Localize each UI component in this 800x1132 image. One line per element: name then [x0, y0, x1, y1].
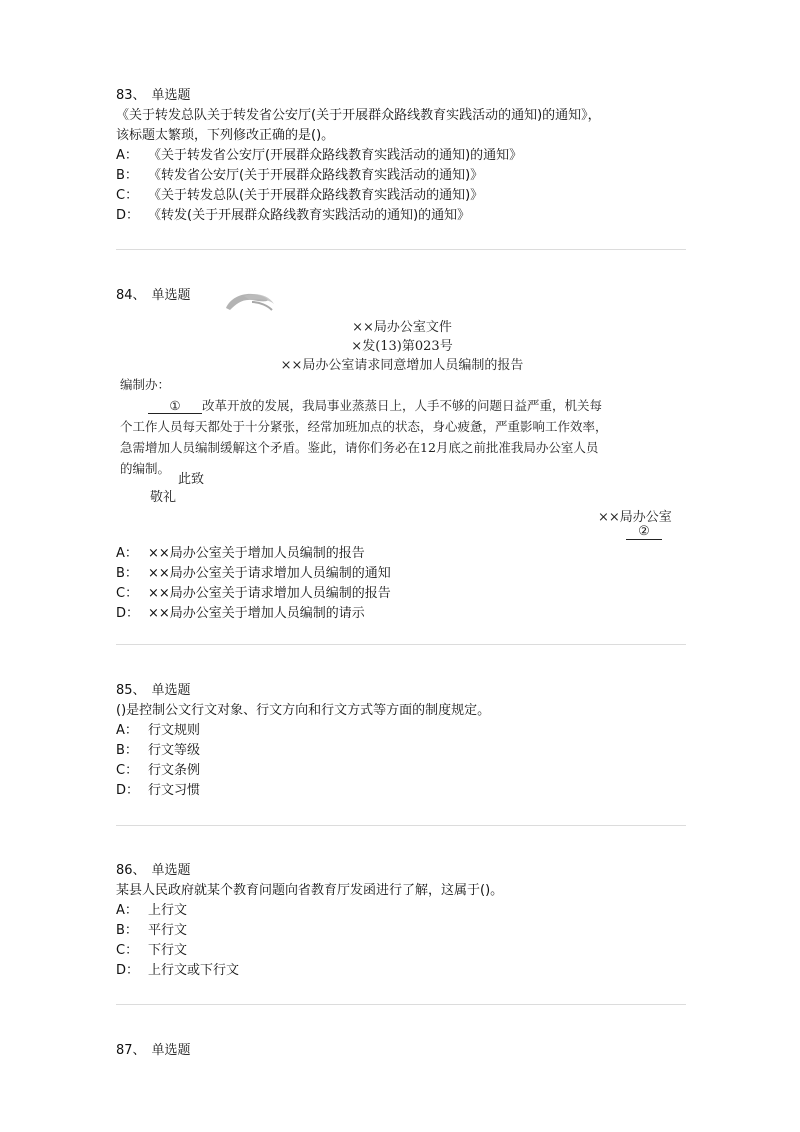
option-key: D： — [116, 606, 140, 621]
document-paragraph-line — [120, 395, 686, 416]
document-number: ×发(13)第023号 — [351, 339, 453, 354]
question-85 — [116, 681, 686, 801]
option-b[interactable] — [116, 741, 686, 761]
question-stem-line: 该标题太繁琐，下列修改正确的是()。 — [116, 128, 335, 143]
option-d[interactable] — [116, 604, 686, 624]
question-number: 86、 — [116, 863, 146, 878]
option-key: A： — [116, 903, 138, 918]
question-number: 87、 — [116, 1043, 146, 1058]
document-closing-1: 此致 — [178, 472, 205, 487]
question-header — [116, 86, 686, 106]
option-d[interactable] — [116, 206, 686, 226]
option-a[interactable] — [116, 146, 686, 166]
option-a[interactable] — [116, 721, 686, 741]
blank-2: ② — [626, 524, 662, 540]
option-text: ××局办公室关于增加人员编制的请示 — [148, 606, 365, 621]
option-text: 平行文 — [148, 923, 188, 938]
question-type: 单选题 — [151, 288, 191, 303]
document-date-line — [626, 524, 662, 540]
question-type: 单选题 — [151, 863, 191, 878]
question-type: 单选题 — [151, 683, 191, 698]
option-text: 上行文或下行文 — [148, 963, 240, 978]
question-divider — [116, 644, 686, 645]
option-c[interactable] — [116, 584, 686, 604]
question-stem-line: 某县人民政府就某个教育问题向省教育厅发函进行了解，这属于()。 — [116, 883, 504, 898]
option-key: A： — [116, 546, 138, 561]
option-key: C： — [116, 943, 139, 958]
question-stem-line: 《关于转发总队关于转发省公安厅(关于开展群众路线教育实践活动的通知)的通知》， — [116, 108, 601, 123]
question-header — [116, 1041, 686, 1061]
question-86 — [116, 861, 686, 981]
option-text: 《转发省公安厅(关于开展群众路线教育实践活动的通知)》 — [148, 168, 484, 183]
question-84-options — [116, 544, 686, 624]
option-key: A： — [116, 723, 138, 738]
question-header — [116, 861, 686, 881]
option-c[interactable] — [116, 761, 686, 781]
option-text: 行文习惯 — [148, 783, 201, 798]
option-text: 下行文 — [148, 943, 188, 958]
option-a[interactable] — [116, 901, 686, 921]
option-c[interactable] — [116, 186, 686, 206]
question-header — [116, 681, 686, 701]
question-divider — [116, 249, 686, 250]
question-number: 85、 — [116, 683, 146, 698]
document-title: ××局办公室请求同意增加人员编制的报告 — [280, 358, 524, 373]
option-key: B： — [116, 566, 138, 581]
question-number: 84、 — [116, 288, 146, 303]
option-key: C： — [116, 188, 139, 203]
ink-smudge-icon — [222, 288, 278, 314]
question-type: 单选题 — [151, 1043, 191, 1058]
document-paragraph-line: 急需增加人员编制缓解这个矛盾。鉴此，请你们务必在12月底之前批准我局办公室人员 — [120, 440, 599, 455]
option-b[interactable] — [116, 564, 686, 584]
document-text: 改革开放的发展，我局事业蒸蒸日上，人手不够的问题日益严重，机关每 — [202, 398, 603, 413]
option-key: B： — [116, 923, 138, 938]
option-key: C： — [116, 763, 139, 778]
question-divider — [116, 1004, 686, 1005]
option-text: 行文等级 — [148, 743, 201, 758]
question-83 — [116, 86, 686, 226]
document-signature: ××局办公室 — [598, 510, 672, 525]
option-text: 《关于转发总队(关于开展群众路线教育实践活动的通知)》 — [148, 188, 484, 203]
option-key: A： — [116, 148, 138, 163]
option-key: B： — [116, 168, 138, 183]
option-text: 上行文 — [148, 903, 188, 918]
question-type: 单选题 — [151, 88, 191, 103]
option-text: ××局办公室关于请求增加人员编制的报告 — [148, 586, 391, 601]
question-87 — [116, 1041, 686, 1061]
document-recipient: 编制办： — [120, 377, 171, 392]
document-paragraph-line: 的编制。 — [120, 461, 171, 476]
option-b[interactable] — [116, 166, 686, 186]
option-key: D： — [116, 963, 140, 978]
document-scan-image — [116, 288, 688, 544]
option-key: D： — [116, 783, 140, 798]
document-body — [120, 374, 686, 479]
option-text: ××局办公室关于增加人员编制的报告 — [148, 546, 365, 561]
question-number: 83、 — [116, 88, 146, 103]
option-text: ××局办公室关于请求增加人员编制的通知 — [148, 566, 391, 581]
option-key: D： — [116, 208, 140, 223]
option-key: C： — [116, 586, 139, 601]
blank-1: ① — [148, 398, 202, 414]
document-paragraph-line: 个工作人员每天都处于十分紧张，经常加班加点的状态，身心疲惫，严重影响工作效率， — [120, 419, 608, 434]
option-text: 《关于转发省公安厅(开展群众路线教育实践活动的通知)的通知》 — [148, 148, 523, 163]
option-key: B： — [116, 743, 138, 758]
option-a[interactable] — [116, 544, 686, 564]
question-stem-line: ()是控制公文行文对象、行文方向和行文方式等方面的制度规定。 — [116, 703, 491, 718]
option-d[interactable] — [116, 781, 686, 801]
option-c[interactable] — [116, 941, 686, 961]
document-closing-2: 敬礼 — [150, 490, 177, 505]
option-text: 《转发(关于开展群众路线教育实践活动的通知)的通知》 — [148, 208, 471, 223]
question-divider — [116, 825, 686, 826]
option-text: 行文条例 — [148, 763, 201, 778]
option-text: 行文规则 — [148, 723, 201, 738]
document-heading: ××局办公室文件 — [352, 320, 452, 335]
option-d[interactable] — [116, 961, 686, 981]
option-b[interactable] — [116, 921, 686, 941]
